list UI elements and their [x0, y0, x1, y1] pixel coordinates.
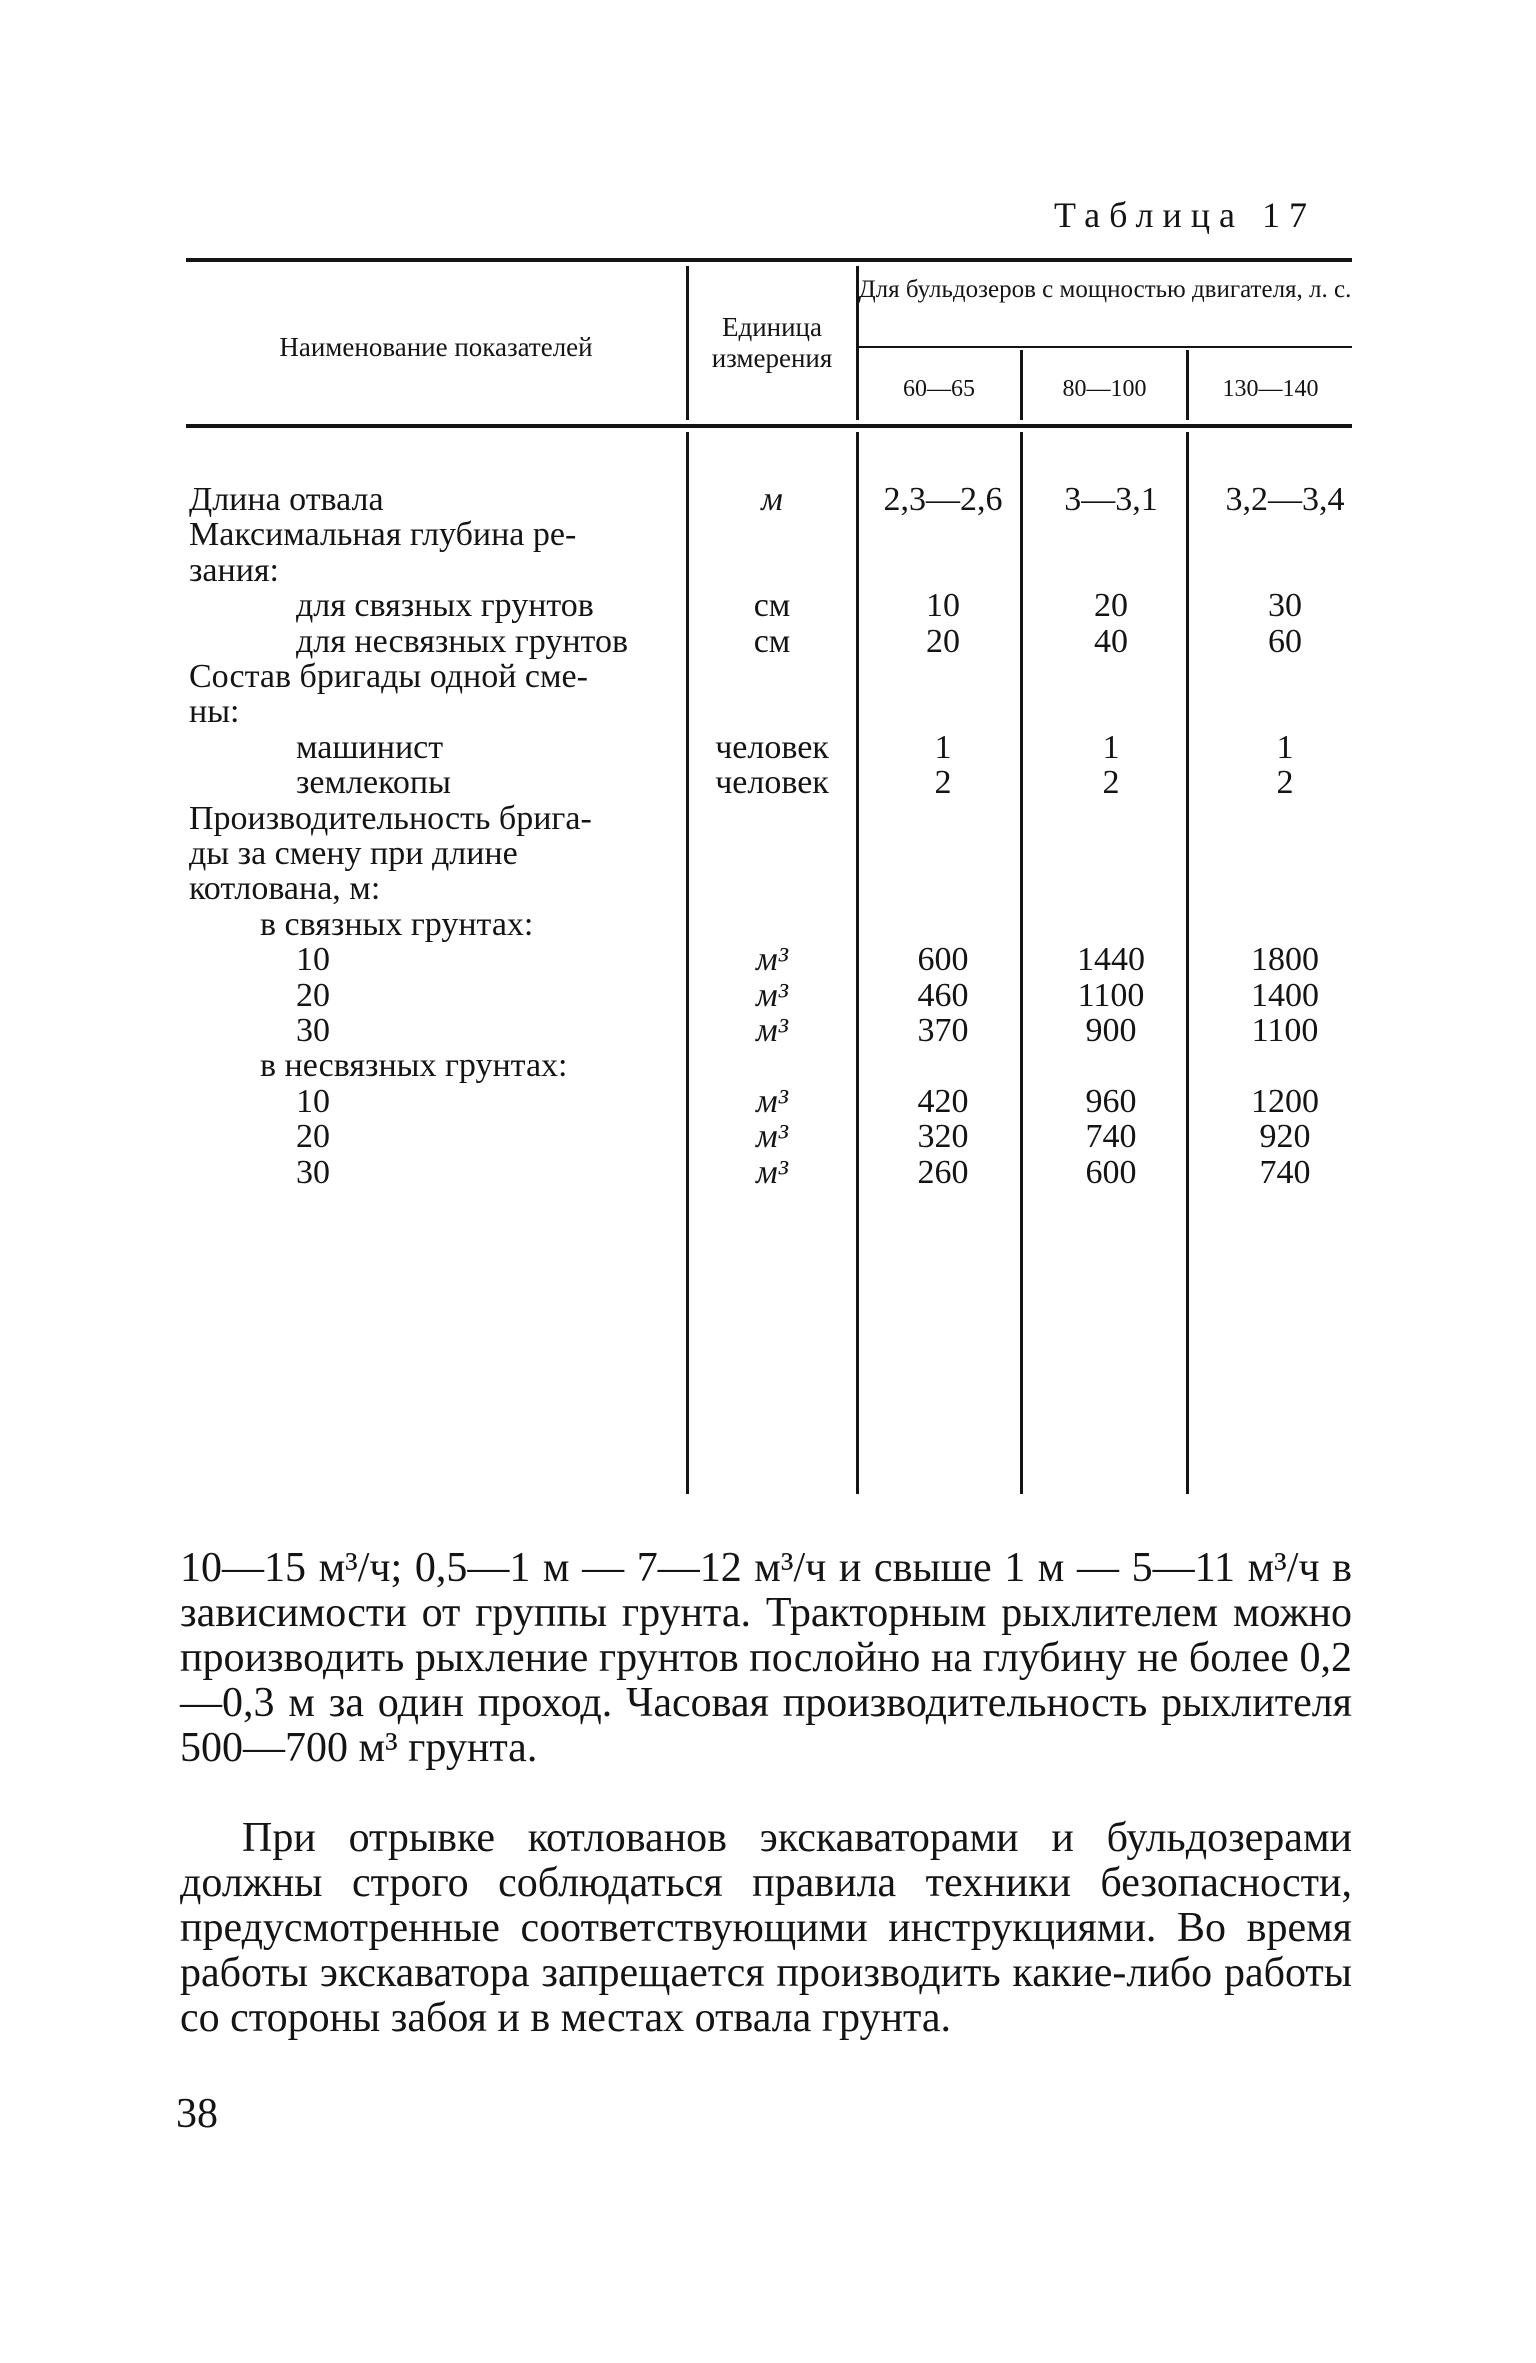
row-value-80-100: 740: [1085, 1118, 1137, 1155]
row-label: 10: [296, 941, 330, 978]
row-value-130-140: 1100: [1251, 1012, 1319, 1049]
row-unit: м³: [756, 941, 788, 978]
row-value-60-65: 420: [917, 1083, 969, 1120]
row-value-60-65: 320: [917, 1118, 969, 1155]
row-unit: человек: [715, 764, 829, 801]
table-title: Таблица 17: [1054, 195, 1316, 235]
row-label: машинист: [296, 729, 444, 766]
row-value-80-100: 40: [1094, 623, 1128, 660]
row-value-60-65: 1: [934, 729, 952, 766]
row-value-80-100: 2: [1102, 764, 1120, 801]
header-col-80-100: 80—100: [1062, 376, 1147, 402]
row-label: 10: [296, 1083, 330, 1120]
row-label: ды за смену при длине: [189, 835, 518, 872]
row-value-130-140: 1: [1276, 729, 1294, 766]
row-label: Производительность брига-: [189, 800, 592, 837]
row-label: Состав бригады одной сме-: [189, 658, 588, 695]
row-unit: человек: [715, 729, 829, 766]
row-label: котлована, м:: [189, 870, 381, 907]
row-value-80-100: 3—3,1: [1064, 481, 1158, 518]
row-value-80-100: 1440: [1077, 941, 1145, 978]
row-value-130-140: 920: [1259, 1118, 1311, 1155]
row-label: ны:: [189, 693, 240, 730]
page-number: 38: [176, 2091, 218, 2137]
row-unit: м³: [756, 1118, 788, 1155]
row-value-130-140: 60: [1268, 623, 1302, 660]
row-unit: м³: [756, 1012, 788, 1049]
row-unit: м: [761, 481, 783, 518]
row-value-130-140: 740: [1259, 1154, 1311, 1191]
row-value-80-100: 900: [1085, 1012, 1137, 1049]
row-unit: см: [753, 587, 791, 624]
row-unit: м³: [756, 1083, 788, 1120]
body-paragraph: 10—15 м³/ч; 0,5—1 м — 7—12 м³/ч и свыше 1 м — 5—11 м³/ч в зависимости от группы грунта. Тракторным рыхлителем можно производить рыхление грунтов послойно на глубину не более 0,2—0,3 м за один проход. Часовая производительность рыхлителя 500—700 м³ грунта.: [180, 1545, 1352, 1771]
row-value-80-100: 960: [1085, 1083, 1137, 1120]
row-value-130-140: 2: [1276, 764, 1294, 801]
row-value-60-65: 10: [926, 587, 960, 624]
row-value-60-65: 370: [917, 1012, 969, 1049]
row-value-130-140: 30: [1268, 587, 1302, 624]
row-value-80-100: 20: [1094, 587, 1128, 624]
table-top-rule: [186, 258, 1352, 262]
row-value-60-65: 600: [917, 941, 969, 978]
header-name: Наименование показателей: [279, 332, 593, 362]
row-value-60-65: 460: [917, 977, 969, 1014]
row-label: в связных грунтах:: [260, 906, 534, 943]
row-label: 30: [296, 1012, 330, 1049]
row-label: 20: [296, 1118, 330, 1155]
row-value-130-140: 1400: [1251, 977, 1319, 1014]
row-value-130-140: 1200: [1251, 1083, 1319, 1120]
row-unit: м³: [756, 1154, 788, 1191]
row-value-60-65: 2: [934, 764, 952, 801]
row-value-130-140: 3,2—3,4: [1225, 481, 1345, 518]
row-value-130-140: 1800: [1251, 941, 1319, 978]
row-unit: см: [753, 623, 791, 660]
row-value-80-100: 600: [1085, 1154, 1137, 1191]
row-value-80-100: 1100: [1077, 977, 1145, 1014]
row-label: в несвязных грунтах:: [260, 1047, 568, 1084]
row-value-80-100: 1: [1102, 729, 1120, 766]
row-label: зания:: [189, 552, 279, 589]
header-col-60-65: 60—65: [903, 376, 975, 402]
header-unit: Единица измерения: [711, 312, 833, 374]
table-header-rule: [186, 424, 1352, 428]
row-label: землекопы: [296, 764, 451, 801]
row-value-60-65: 260: [917, 1154, 969, 1191]
row-label: для несвязных грунтов: [296, 623, 628, 660]
row-label: 20: [296, 977, 330, 1014]
row-unit: м³: [756, 977, 788, 1014]
body-paragraph: При отрывке котлованов экскаваторами и бульдозерами должны строго соблюдаться правила техники безопасности, предусмотренные соответствующими инструкциями. Во время работы экскаватора запрещается производить какие-либо работы со стороны забоя и в местах отвала грунта.: [180, 1815, 1352, 2041]
row-label: 30: [296, 1154, 330, 1191]
row-label: для связных грунтов: [296, 587, 594, 624]
group-header-rule: [858, 346, 1352, 348]
row-value-60-65: 2,3—2,6: [883, 481, 1003, 518]
row-label: Максимальная глубина ре-: [189, 516, 577, 553]
header-group: Для бульдозеров с мощностью двигателя, л. с.: [858, 276, 1352, 303]
header-col-130-140: 130—140: [1222, 376, 1319, 402]
row-label: Длина отвала: [189, 481, 384, 518]
row-value-60-65: 20: [926, 623, 960, 660]
